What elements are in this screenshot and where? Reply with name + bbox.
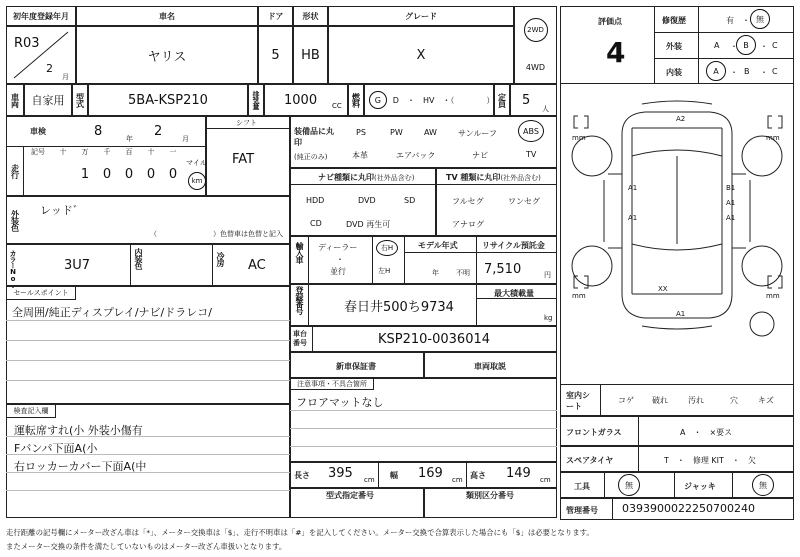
reg-label: 登録番号	[295, 286, 304, 314]
nav-divider	[290, 184, 557, 185]
colorno-div1	[130, 244, 131, 286]
width-label: 幅	[390, 471, 398, 480]
caution-line2	[290, 428, 557, 429]
color-note: （ ）色替車は色替と記入	[150, 230, 283, 238]
equipment-sub: (純正のみ)	[294, 153, 328, 161]
seat-item-1: 破れ	[652, 396, 668, 405]
mileage-h0: 記号	[31, 148, 45, 156]
mgmt-div	[612, 498, 613, 520]
model-year-unit: 年	[432, 269, 439, 277]
height-label: 高さ	[470, 471, 486, 480]
model-year-unknown: 不明	[456, 269, 470, 277]
disp-label: 排気量	[248, 84, 264, 116]
inspect-line-1: Fバンパ下面A(小	[14, 442, 98, 455]
exterior-c: C	[772, 41, 778, 50]
mark-a2: A2	[676, 115, 686, 123]
cap-cell	[510, 84, 557, 116]
model-year-label: モデル年式	[418, 241, 458, 250]
repair-dot: ・	[742, 16, 750, 25]
equip-sunroof: サンルーフ	[458, 129, 497, 138]
new-warranty: 新車保証書	[336, 362, 376, 371]
equip-aw: AW	[424, 128, 437, 137]
nav-dvd: DVD	[358, 196, 376, 205]
sales-line1	[6, 320, 290, 321]
drive-cell	[514, 6, 557, 84]
sales-line4	[6, 380, 290, 381]
equip-navi: ナビ	[472, 151, 488, 160]
mileage-h5: 十	[147, 148, 155, 156]
model-value: 5BA-KSP210	[88, 84, 248, 116]
spare-value: T ・ 修理 KIT ・ 欠	[664, 456, 756, 465]
mark-xx: XX	[658, 285, 668, 293]
manual: 車両取説	[474, 362, 506, 371]
mark-a1-bottom: A1	[676, 310, 686, 318]
footer-line-2: またメーター交換の条件を満たしていないものはメーター改ざん車扱いとなります。	[6, 542, 287, 551]
car-name-label: 車名	[76, 6, 258, 26]
spare-label: スペアタイヤ	[566, 456, 614, 465]
shift-divider	[206, 128, 290, 129]
shift-label: シフト	[236, 119, 257, 127]
width-unit: cm	[452, 476, 463, 484]
tv-analog: アナログ	[452, 220, 484, 229]
mm-label-4: mm	[766, 292, 780, 300]
length-unit: cm	[364, 476, 375, 484]
exterior-dot2: ・	[760, 42, 768, 51]
mileage-h1: 十	[59, 148, 67, 156]
seat-div	[600, 384, 601, 416]
recycle-value: 7,510	[484, 262, 522, 277]
rating-div2	[698, 6, 699, 84]
mark-b1: B1	[726, 184, 736, 192]
fuel-label: 燃料	[348, 84, 364, 116]
mileage-unit-km: km	[188, 172, 206, 190]
rating-h1	[654, 32, 794, 33]
mileage-d4: 0	[124, 166, 134, 182]
rating-h2	[654, 58, 794, 59]
fuel-rest: D ・ HV ・（ ）	[392, 95, 495, 105]
repair-none: 無	[750, 9, 770, 29]
reg-div0	[308, 284, 309, 326]
tv-label	[446, 172, 541, 183]
mileage-d3: 0	[102, 166, 112, 182]
height-value: 149	[506, 466, 531, 481]
recycle-label: リサイクル預託金	[482, 241, 545, 250]
colorno-label: カラーNo.	[9, 250, 17, 289]
int-color-label: 内装色	[134, 248, 143, 269]
mm-label-3: mm	[572, 292, 586, 300]
mm-label-1: mm	[572, 134, 586, 142]
cap-value: 5	[522, 93, 531, 108]
interior-b: B	[744, 67, 750, 76]
spare-div	[638, 446, 639, 472]
inspection-year-unit: 年	[126, 135, 133, 143]
score-label: 評価点	[598, 17, 622, 26]
first-reg-label: 初年度登録年月	[6, 6, 76, 26]
first-reg-month-unit: 月	[62, 73, 69, 81]
seat-item-0: コゲ	[618, 396, 634, 405]
exterior-dot1: ・	[730, 42, 738, 51]
length-value: 395	[328, 466, 353, 481]
rating-div	[654, 6, 655, 84]
caution-line3	[290, 446, 557, 447]
import-div3	[476, 236, 477, 284]
equip-abs: ABS	[518, 120, 544, 142]
drive-2wd: 2WD	[524, 18, 548, 42]
cap-unit: 人	[542, 105, 549, 113]
tool-div2	[674, 472, 675, 498]
mark-a1-l1: A1	[628, 184, 638, 192]
class-label: 類別区分番号	[466, 491, 514, 500]
use-value: 自家用	[24, 84, 72, 116]
mileage-label: 走行	[6, 146, 24, 196]
fuel-selected: G	[369, 91, 387, 109]
type-label: 型式指定番号	[326, 491, 374, 500]
caution-line1	[290, 410, 557, 411]
repair-label: 修復歴	[662, 16, 686, 25]
caution-frame	[290, 378, 557, 462]
dims-div1	[378, 462, 379, 488]
tool-label: 工具	[574, 482, 590, 491]
mileage-unit-mile: マイル	[186, 159, 207, 167]
grade-label: グレード	[328, 6, 514, 26]
mileage-grid	[24, 146, 184, 196]
equip-ps: PS	[356, 128, 366, 137]
max-load-unit: kg	[544, 314, 553, 322]
recycle-unit: 円	[544, 271, 551, 279]
equipment-label: 装備品に丸印	[294, 127, 334, 147]
tool-div1	[604, 472, 605, 498]
import-div0	[308, 236, 309, 284]
mileage-h6: 一	[169, 148, 177, 156]
equip-leather: 本革	[352, 151, 368, 160]
import-div1	[372, 236, 373, 284]
mileage-d5: 0	[146, 166, 156, 182]
model-label: 型式	[72, 84, 88, 116]
nav-cd: CD	[310, 219, 322, 228]
nav-label-sub: (社外品含む)	[374, 174, 415, 182]
disp-value: 1000	[284, 93, 318, 108]
import-label: 輸入車	[295, 242, 304, 263]
equip-airbag: エアバック	[396, 151, 436, 160]
colorno-div2	[212, 244, 213, 286]
sales-label: セールスポイント	[6, 286, 76, 300]
mileage-d6: 0	[168, 166, 178, 182]
reg-hdiv	[476, 298, 557, 299]
ac-value: AC	[248, 258, 266, 273]
mgmt-label: 管理番号	[566, 506, 598, 515]
car-diagram	[560, 84, 794, 384]
mm-label-2: mm	[766, 134, 780, 142]
color-value: レッド゛	[40, 204, 84, 217]
shape-value: HB	[293, 26, 328, 84]
door-label: ドア	[258, 6, 293, 26]
score-value: 4	[606, 36, 626, 69]
car-name-value: ヤリス	[76, 26, 258, 84]
seat-item-3: 穴	[730, 396, 738, 405]
width-value: 169	[418, 466, 443, 481]
caution-text: フロアマットなし	[296, 396, 384, 409]
nav-label-text: ナビ種類に丸印	[318, 173, 374, 182]
import-div2	[404, 236, 405, 284]
drive-4wd: 4WD	[525, 63, 546, 73]
interior-a: A	[706, 61, 726, 81]
interior-label: 内装	[666, 68, 682, 77]
mileage-h3: 千	[103, 148, 111, 156]
seat-label: 室内シート	[566, 391, 590, 411]
interior-dot1: ・	[730, 68, 738, 77]
import-right: 右H	[376, 240, 398, 256]
caution-label: 注意事項・不具合箇所	[290, 378, 374, 390]
glass-value: A ・ ×要ス	[680, 428, 733, 437]
jack-value: 無	[752, 474, 774, 496]
tool-value: 無	[618, 474, 640, 496]
reg-value: 春日井500ち9734	[344, 300, 454, 315]
doors-value: 5	[258, 26, 293, 84]
chassis-label: 車台番号	[293, 330, 307, 347]
colorno-value: 3U7	[64, 258, 91, 273]
footer-line-1: 走行距離の記号欄にメーター改ざん車は「*」、メーター交換車は「$」、走行不明車は「#」を記入してください。メーター交換で合算表示した場合にも「$」は必要となります。	[6, 528, 594, 537]
glass-div	[638, 416, 639, 446]
mark-a1-r1: A1	[726, 199, 736, 207]
inspect-rule3	[6, 472, 290, 473]
tv-label-text: TV 種類に丸印	[446, 173, 501, 182]
inspect-line-2: 右ロッカーカバー下面A(中	[14, 460, 147, 473]
equip-pw: PW	[390, 128, 403, 137]
inspection-year: 8	[94, 124, 103, 139]
jack-label: ジャッキ	[684, 482, 716, 491]
seat-item-4: キズ	[758, 396, 774, 405]
sales-line2	[6, 340, 290, 341]
inspect-line-0: 運転席すれ(小 外装小傷有	[14, 424, 143, 437]
nav-dvd-play: DVD 再生可	[346, 220, 391, 229]
dims-div2	[466, 462, 467, 488]
sales-line3	[6, 360, 290, 361]
grade-value: X	[328, 26, 514, 84]
import-hdiv	[404, 252, 557, 253]
max-load-label: 最大積載量	[494, 289, 534, 298]
import-left: 左H	[378, 267, 391, 275]
use-label: 車両	[6, 84, 24, 116]
inspect-rule2	[6, 454, 290, 455]
reg-div1	[476, 284, 477, 326]
tool-div3	[732, 472, 733, 498]
mileage-d2: 1	[80, 166, 90, 182]
chassis-value: KSP210-0036014	[378, 332, 491, 347]
inspect-rule1	[6, 436, 290, 437]
shift-value: FAT	[232, 152, 255, 167]
tv-label-sub: (社外品含む)	[500, 174, 541, 182]
sales-text: 全周囲/純正ディスプレイ/ナビ/ドラレコ/	[12, 306, 212, 319]
import-parallel: 並行	[330, 267, 346, 276]
inspection-month: 2	[154, 124, 163, 139]
first-reg-month: 2	[46, 62, 53, 75]
fuel-options	[364, 84, 494, 116]
mileage-h2: 万	[81, 148, 89, 156]
exterior-label: 外装	[666, 42, 682, 51]
tv-full: フルセグ	[452, 197, 484, 206]
tv-one: ワンセグ	[508, 197, 540, 206]
import-dealer: ディーラー	[318, 243, 358, 252]
disp-unit: CC	[332, 102, 342, 110]
inspection-label: 車検	[30, 127, 46, 136]
chassis-div	[312, 326, 313, 352]
mark-a1-l2: A1	[628, 214, 638, 222]
interior-dot2: ・	[760, 68, 768, 77]
equip-tv: TV	[526, 150, 537, 159]
mileage-h4: 百	[125, 148, 133, 156]
shape-label: 形状	[293, 6, 328, 26]
ac-label: 冷房	[216, 252, 225, 266]
first-reg-era: R03	[14, 36, 40, 51]
nav-hdd: HDD	[306, 196, 325, 205]
inspection-month-unit: 月	[182, 135, 189, 143]
interior-c: C	[772, 67, 778, 76]
exterior-a: A	[714, 41, 720, 50]
height-unit: cm	[540, 476, 551, 484]
seat-item-2: 汚れ	[688, 396, 704, 405]
repair-has: 有	[726, 16, 734, 25]
inspect-label: 検査記入欄	[6, 404, 56, 418]
exterior-b: B	[736, 35, 756, 55]
nav-label	[318, 172, 414, 183]
mark-a1-r2: A1	[726, 214, 736, 222]
inspect-rule4	[6, 490, 290, 491]
import-dot: ・	[336, 255, 344, 264]
mgmt-value: 0393900022250700240	[622, 502, 755, 515]
nav-sd: SD	[404, 196, 416, 205]
cap-label: 定員	[494, 84, 510, 116]
color-label: 外装色	[10, 209, 20, 231]
glass-label: フロントガラス	[566, 428, 622, 437]
length-label: 長さ	[294, 471, 310, 480]
